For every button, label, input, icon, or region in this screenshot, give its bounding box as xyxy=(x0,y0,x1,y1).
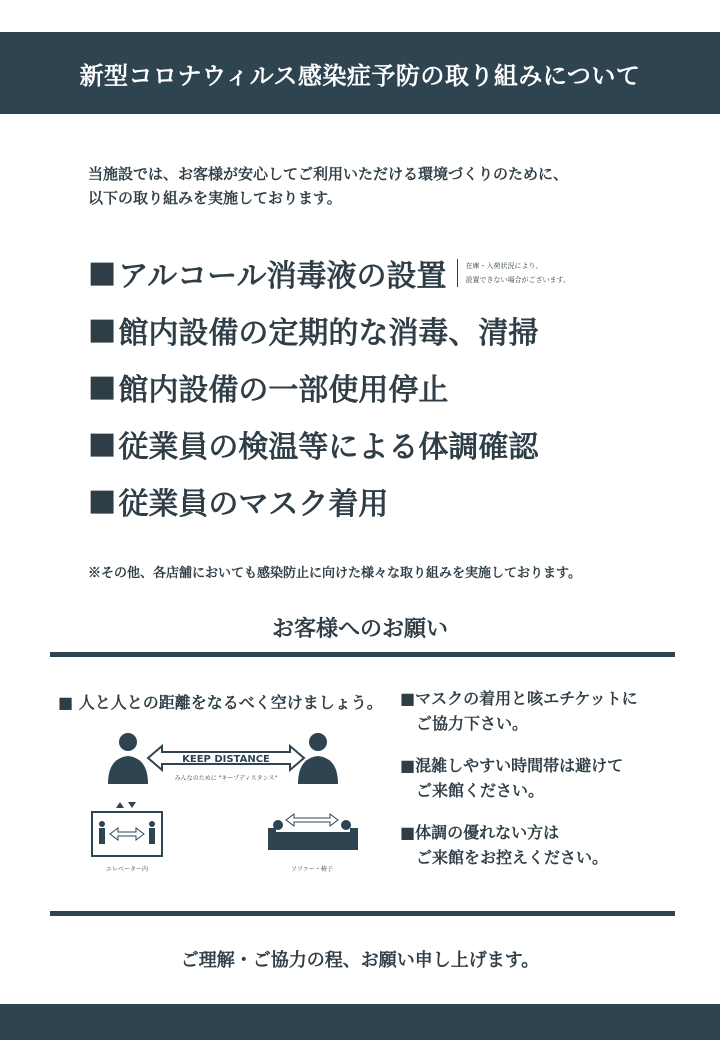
measures-list xyxy=(88,244,688,529)
measure-text: 従業員の検温等による体調確認 xyxy=(118,429,539,465)
divider-bottom xyxy=(50,911,675,916)
page-title: 新型コロナウィルス感染症予防の取り組みについて xyxy=(79,60,641,90)
request-item xyxy=(400,753,690,803)
footer-bar xyxy=(0,1004,720,1040)
measure-text: 従業員のマスク着用 xyxy=(118,486,389,522)
measure-item xyxy=(88,301,688,358)
elevator-icon xyxy=(92,802,162,856)
measure-note xyxy=(457,259,570,287)
keep-distance-sub: みんなのために "キープディスタンス" xyxy=(174,775,278,782)
measure-item xyxy=(88,244,688,301)
sofa-label: ソファー・椅子 xyxy=(291,866,333,873)
distance-section xyxy=(58,690,398,713)
request-line-1: ■体調の優れない方は xyxy=(400,823,560,842)
keep-distance-label: KEEP DISTANCE xyxy=(182,754,270,765)
divider-top xyxy=(50,652,675,657)
request-line-1: ■マスクの着用と咳エチケットに xyxy=(400,689,638,708)
measure-item xyxy=(88,472,688,529)
measure-item xyxy=(88,358,688,415)
distance-request: ■ 人と人との距離をなるべく空けましょう。 xyxy=(58,693,383,712)
intro-line-1: 当施設では、お客様が安心してご利用いただける環境づくりのために、 xyxy=(88,165,569,183)
measure-text: 館内設備の一部使用停止 xyxy=(118,372,449,408)
request-item xyxy=(400,820,690,870)
measure-text: 館内設備の定期的な消毒、清掃 xyxy=(118,315,539,351)
requests-heading: お客様へのお願い xyxy=(271,616,448,642)
request-line-2: ご協力下さい。 xyxy=(416,714,529,733)
request-line-2: ご来館をお控えください。 xyxy=(416,848,609,867)
request-line-1: ■混雑しやすい時間帯は避けて xyxy=(400,756,624,775)
header-banner xyxy=(0,32,720,114)
measure-note-line-2: 設置できない場合がございます。 xyxy=(465,275,571,284)
intro-line-2: 以下の取り組みを実施しております。 xyxy=(88,189,342,207)
closing-message: ご理解・ご協力の程、お願い申し上げます。 xyxy=(180,950,540,971)
request-line-2: ご来館ください。 xyxy=(416,781,545,800)
sofa-icon xyxy=(268,814,358,850)
square-bullet-icon: ■ xyxy=(88,255,117,290)
square-bullet-icon: ■ xyxy=(88,312,117,347)
requests-list xyxy=(400,686,690,887)
footnote: ※その他、各店舗においても感染防止に向けた様々な取り組みを実施しております。 xyxy=(88,566,581,581)
intro-text xyxy=(88,162,648,210)
measure-item xyxy=(88,415,688,472)
elevator-label: エレベーター内 xyxy=(105,866,149,873)
square-bullet-icon: ■ xyxy=(88,426,117,461)
person-left-icon xyxy=(108,733,148,784)
square-bullet-icon: ■ xyxy=(88,483,117,518)
request-item xyxy=(400,686,690,736)
keep-distance-illustration xyxy=(90,728,360,878)
square-bullet-icon: ■ xyxy=(88,369,117,404)
measure-note-line-1: 在庫・入荷状況により、 xyxy=(465,261,543,270)
measure-text: アルコール消毒液の設置 xyxy=(118,258,447,294)
